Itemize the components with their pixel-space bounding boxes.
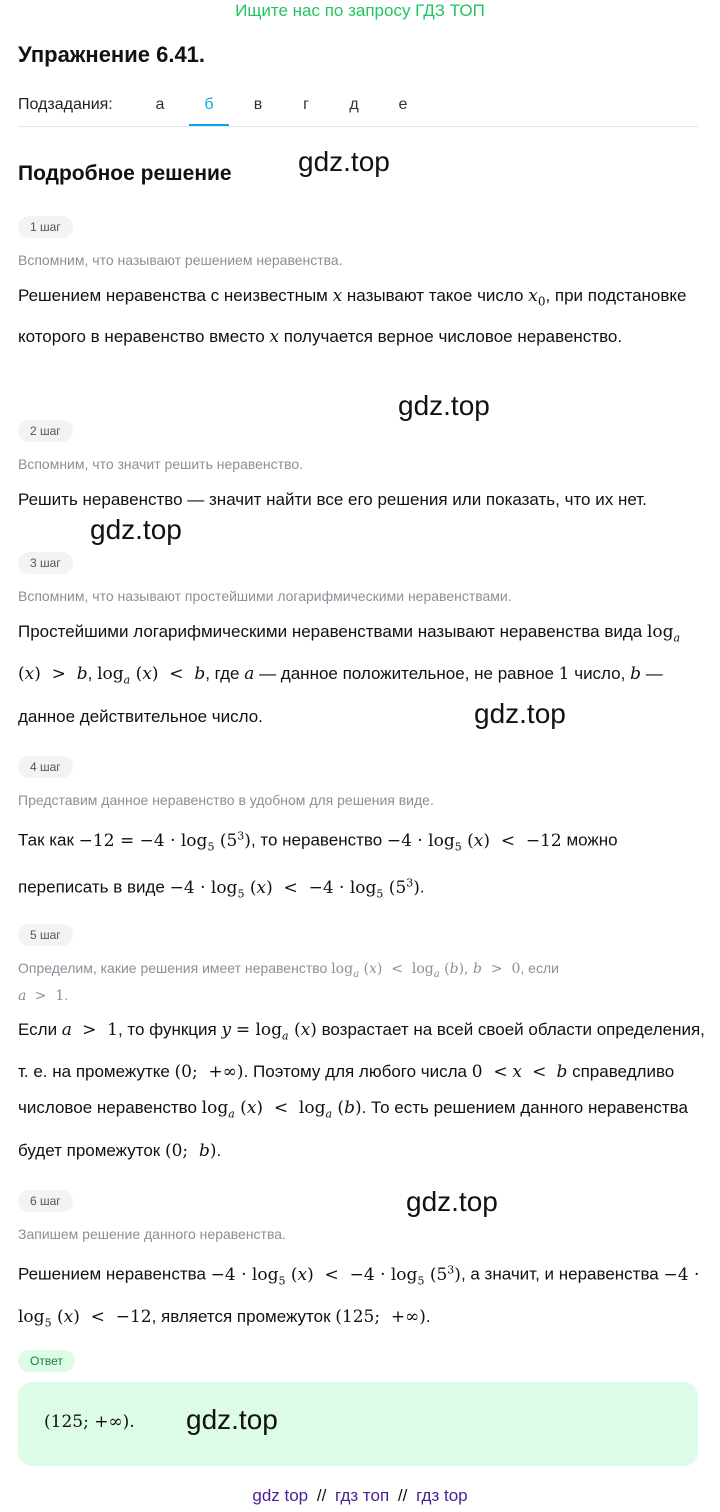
- step-badge: 2 шаг: [18, 420, 73, 442]
- footer-separator: //: [316, 1486, 327, 1505]
- subtask-tab-g[interactable]: г: [303, 96, 309, 113]
- watermark: gdz.top: [474, 698, 566, 729]
- step-badge: 5 шаг: [18, 924, 73, 946]
- step-hint: Представим данное неравенство в удобном для решения виде.: [18, 792, 434, 808]
- watermark: gdz.top: [90, 514, 182, 545]
- footer-link[interactable]: gdz top: [252, 1486, 309, 1505]
- step5-text: Если a > 1, то функция $y = \log_a (x)$ возрастает на всей своей области определения, т. е. на промежутке (0; +∞). Поэтому для любого числа 0 < x < b справедливо числовое неравенство $\log_a (x) < \log_a (b)$. То есть решением данного неравенства будет промежуток (0; b).: [18, 1020, 705, 1161]
- step-badge: 4 шаг: [18, 756, 73, 778]
- subtasks-bar: [18, 94, 698, 127]
- footer-link[interactable]: гдз топ: [335, 1486, 390, 1505]
- watermark: gdz.top: [186, 1404, 278, 1435]
- step4-text: Так как $-12 = -4 \cdot \log_5 (5^3)$, то неравенство $-4 \cdot \log_5 (x) < -12$ можно переписать в виде $-4 \cdot \log_5 (x) < -4 \cdot \log_5 (5^3)$.: [18, 829, 618, 901]
- answer-box: [18, 1382, 698, 1466]
- step-hint: Запишем решение данного неравенства.: [18, 1226, 286, 1242]
- subtask-tab-v[interactable]: в: [253, 96, 263, 113]
- step3-text: Простейшими логарифмическими неравенствами называют неравенства вида $\log_a (x) > b$, $\log_a (x) < b$, где a — данное положительное, не равное 1 число, b — данное действительное число.: [18, 622, 681, 726]
- watermark: gdz.top: [298, 146, 390, 177]
- subtasks-label: Подзадания:: [18, 96, 113, 113]
- step2-text: Решить неравенство — значит найти все его решения или показать, что их нет.: [18, 490, 647, 509]
- watermark: gdz.top: [406, 1186, 498, 1217]
- page-title: Упражнение 6.41.: [18, 42, 206, 67]
- subtask-tab-a[interactable]: а: [155, 96, 165, 113]
- footer-separator: //: [397, 1486, 408, 1505]
- footer-link[interactable]: гдз top: [416, 1486, 468, 1505]
- answer-label: Ответ: [18, 1350, 75, 1372]
- step-hint-text: Определим, какие решения имеет неравенство: [18, 960, 328, 976]
- top-banner: Ищите нас по запросу ГДЗ ТОП: [235, 1, 485, 20]
- answer-value: (125; +∞).: [44, 1412, 135, 1432]
- step-hint: Вспомним, что называют простейшими логарифмическими неравенствами.: [18, 588, 512, 604]
- step1-text: Решением неравенства с неизвестным x называют такое число $x_0$, при подстановке которого в неравенство вместо x получается верное числовое неравенство.: [18, 286, 687, 348]
- step-hint: Определим, какие решения имеет неравенство $\log_a (x) < \log_a (b)$, b > 0, если a > 1.: [18, 960, 559, 1004]
- subtask-tab-d[interactable]: д: [349, 96, 359, 113]
- step6-text: Решением неравенства $-4 \cdot \log_5 (x) < -4 \cdot \log_5 (5^3)$, а значит, и неравенства $-4 \cdot \log_5 (x) < -12$, является промежуток (125; +∞).: [18, 1263, 700, 1330]
- subtask-tab-e[interactable]: е: [398, 96, 408, 113]
- step-badge: 3 шаг: [18, 552, 73, 574]
- footer-links: [0, 1486, 720, 1506]
- step-hint: Вспомним, что называют решением неравенства.: [18, 252, 343, 268]
- step-badge: 6 шаг: [18, 1190, 73, 1212]
- step-badge: 1 шаг: [18, 216, 73, 238]
- step-hint: Вспомним, что значит решить неравенство.: [18, 456, 304, 472]
- watermark: gdz.top: [398, 390, 490, 421]
- subtask-tab-b[interactable]: б: [189, 96, 229, 126]
- section-title: Подробное решение: [18, 162, 232, 185]
